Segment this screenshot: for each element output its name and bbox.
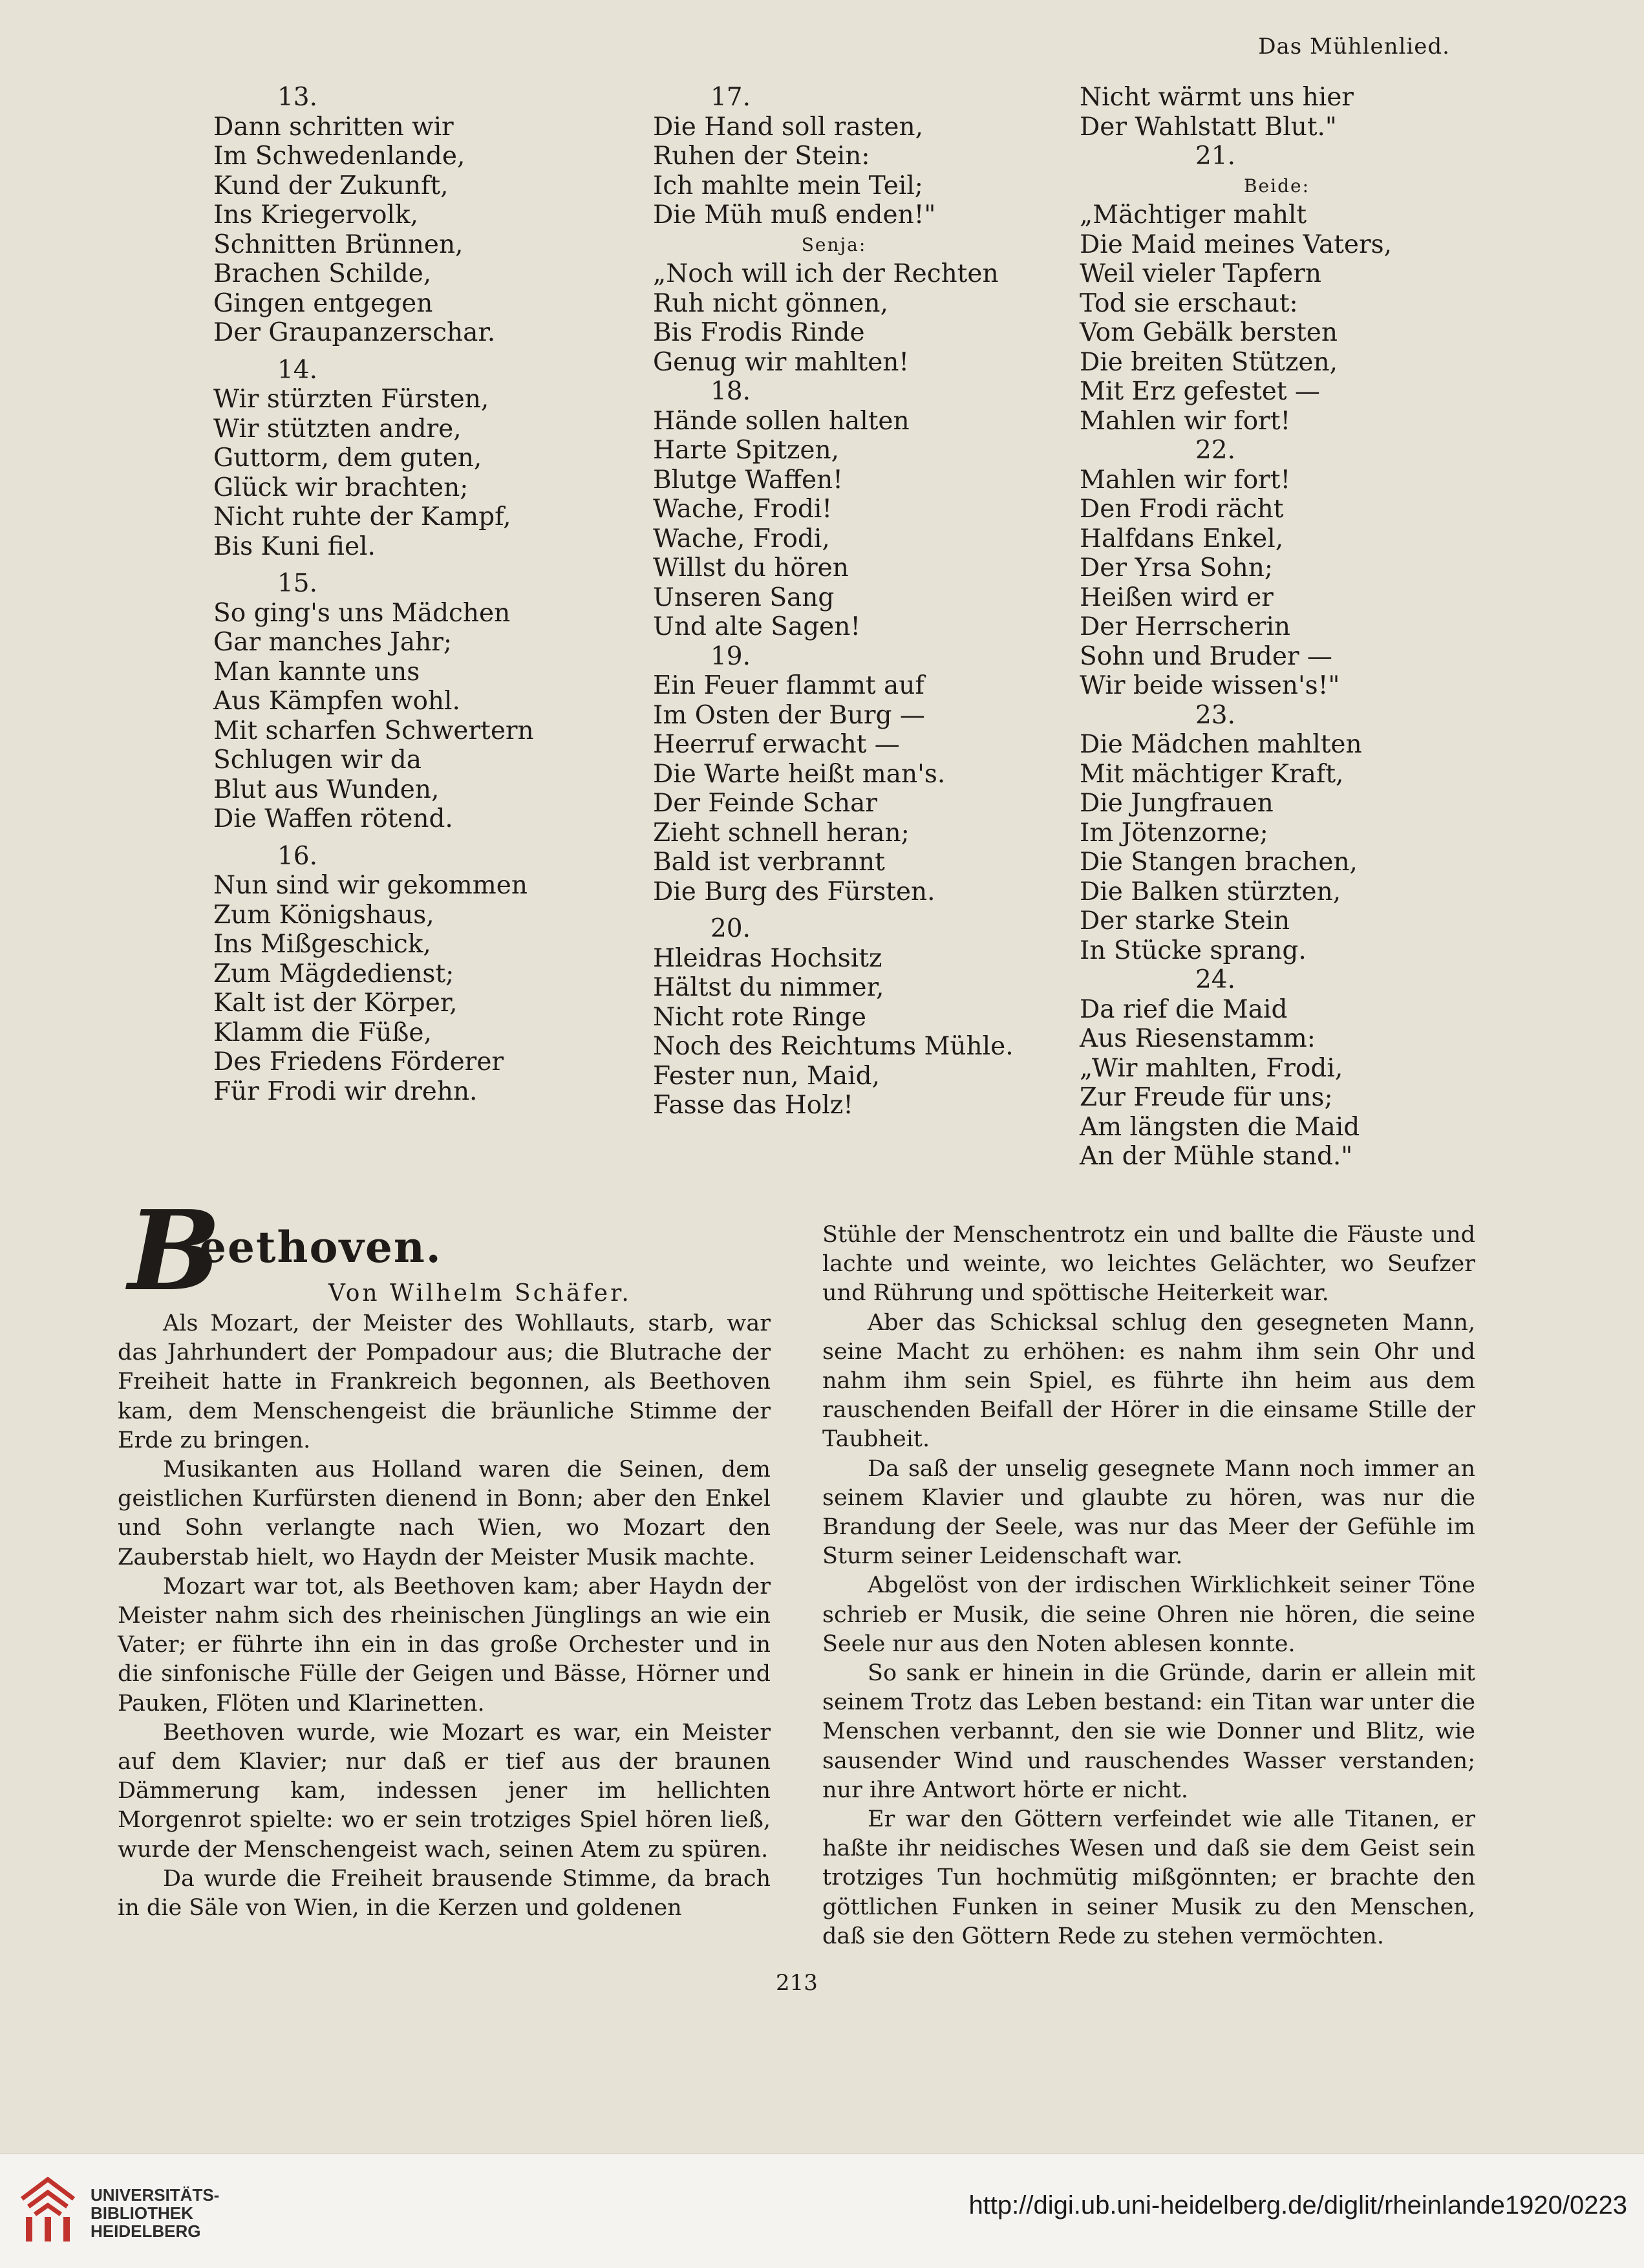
verse-line: Die Warte heißt man's. — [653, 759, 946, 789]
verse-line: Aus Kämpfen wohl. — [213, 687, 460, 716]
verse-line: Den Frodi rächt — [1080, 495, 1284, 524]
verse-line: Die Burg des Fürsten. — [653, 877, 935, 906]
library-name-line: HEIDELBERG — [91, 2221, 201, 2241]
verse-line: Zieht schnell heran; — [653, 818, 910, 848]
verse-line: Wir stürzten Fürsten, — [213, 385, 489, 414]
verse-line: Mit scharfen Schwertern — [213, 716, 534, 745]
verse-line: Die Mädchen mahlten — [1080, 730, 1362, 759]
verse-line: Mahlen wir fort! — [1080, 465, 1291, 495]
verse-line: Zum Königshaus, — [213, 900, 434, 930]
verse-line: Weil vieler Tapfern — [1080, 259, 1321, 288]
verse-line: Bis Kuni fiel. — [213, 531, 376, 561]
verse-line: Mit Erz gefestet — — [1080, 377, 1320, 406]
poem-column-2 — [653, 83, 1015, 1120]
essay-paragraph: Da saß der unselig gesegnete Mann noch immer an seinem Klavier und glaubte zu hören, was nur die Brandung der Seele, was nur das Meer der Gefühle im Sturm seiner Leidenschaft war. — [822, 1455, 1475, 1570]
verse-line: Die Waffen rötend. — [213, 804, 453, 833]
essay-paragraph: Abgelöst von der irdischen Wirklichkeit seiner Töne schrieb er Musik, die seine Ohren nie hören, die seine Seele nur aus den Noten ablesen konnte. — [822, 1572, 1475, 1657]
verse-line: Blut aus Wunden, — [213, 775, 440, 804]
essay-paragraph: Als Mozart, der Meister des Wohllauts, starb, war das Jahrhundert der Pompadour aus; die Blutrache der Freiheit hatte in Frankreich begonnen, als Beethoven kam, dem Menschengeist die bräunliche Stimme der Erde zu bringen. — [118, 1311, 771, 1453]
verse-line: Nun sind wir gekommen — [213, 871, 528, 900]
verse-line: Hände sollen halten — [653, 406, 910, 436]
verse-line: Am längsten die Maid — [1080, 1112, 1360, 1142]
verse-line: Zum Mägdedienst; — [213, 959, 454, 989]
verse-line: Bis Frodis Rinde — [653, 318, 865, 347]
verse-line: So ging's uns Mädchen — [213, 598, 511, 628]
verse-line: Des Friedens Förderer — [213, 1047, 504, 1076]
verse-line: Ruhen der Stein: — [653, 142, 870, 171]
essay-paragraph: Da wurde die Freiheit brausende Stimme, da brach in die Säle von Wien, in die Kerzen und goldenen — [118, 1865, 771, 1921]
stanza-gap — [213, 348, 556, 356]
stanza-number: 24. — [1195, 965, 1236, 994]
verse-line: Hältst du nimmer, — [653, 973, 884, 1002]
verse-line: Dann schritten wir — [213, 112, 454, 142]
verse-line: Die Müh muß enden!" — [653, 200, 936, 230]
essay-title — [128, 1186, 774, 1316]
essay-paragraph: So sank er hinein in die Gründe, darin er allein mit seinem Trotz das Leben bestand: ein Titan war unter die Menschen verbannt, den sie wie Donner und Blitz, wie sausender Wind und rauschendes Wasser verstanden; nur ihre Antwort hörte er nicht. — [822, 1660, 1475, 1803]
verse-line: Der Graupanzerschar. — [213, 318, 496, 347]
title-rest: eethoven. — [199, 1222, 442, 1272]
stanza-gap — [213, 834, 556, 842]
verse-line: Ins Mißgeschick, — [213, 930, 431, 959]
verse-line: Der starke Stein — [1080, 906, 1290, 936]
verse-line: Die Balken stürzten, — [1080, 877, 1341, 906]
verse-line: Willst du hören — [653, 553, 849, 583]
verse-line: Der Herrscherin — [1080, 612, 1291, 641]
footer-bar — [0, 2153, 1644, 2268]
verse-line: An der Mühle stand." — [1080, 1142, 1353, 1171]
stanza-number: 15. — [277, 569, 318, 598]
verse-line: Klamm die Füße, — [213, 1018, 432, 1047]
verse-line: Fester nun, Maid, — [653, 1061, 880, 1091]
verse-line: Wir stützten andre, — [213, 414, 462, 444]
verse-line: Im Jötenzorne; — [1080, 818, 1268, 848]
source-url-link[interactable]: http://digi.ub.uni-heidelberg.de/diglit/rheinlande1920/0223 — [968, 2191, 1627, 2220]
verse-line: Heerruf erwacht — — [653, 730, 900, 759]
verse-line: Heißen wird er — [1080, 583, 1274, 612]
verse-line: Für Frodi wir drehn. — [213, 1076, 478, 1106]
page-number: 213 — [776, 1970, 818, 1996]
poem-column-1 — [213, 83, 556, 1106]
verse-line: „Mächtiger mahlt — [1080, 200, 1307, 230]
library-logo-icon[interactable] — [17, 2173, 79, 2244]
stanza-number: 23. — [1195, 700, 1236, 730]
verse-line: „Wir mahlten, Frodi, — [1080, 1053, 1343, 1083]
verse-line: Ich mahlte mein Teil; — [653, 171, 923, 200]
verse-line: Vom Gebälk bersten — [1080, 318, 1338, 347]
stanza-number: 18. — [710, 377, 751, 406]
verse-line: Schlugen wir da — [213, 745, 422, 775]
verse-line: Der Yrsa Sohn; — [1080, 553, 1274, 583]
running-head: Das Mühlenlied. — [1258, 34, 1450, 59]
verse-line: Sohn und Bruder — — [1080, 641, 1332, 671]
library-name[interactable] — [91, 2186, 219, 2240]
stanza-number: 20. — [710, 914, 751, 943]
verse-line: Wache, Frodi, — [653, 524, 830, 553]
stanza-number: 17. — [710, 83, 751, 112]
verse-line: Schnitten Brünnen, — [213, 230, 464, 259]
verse-line: Nicht rote Ringe — [653, 1002, 866, 1032]
essay-paragraph: Aber das Schicksal schlug den gesegneten Mann, seine Macht zu erhöhen: es nahm ihm sein Ohr und nahm ihm sein Spiel, es führte ihn heim aus dem rauschenden Beifall der Hörer in die einsame Stille der Taubheit. — [822, 1309, 1475, 1453]
verse-line: Hleidras Hochsitz — [653, 943, 882, 973]
stanza-number: 19. — [710, 641, 751, 671]
essay-paragraph: Beethoven wurde, wie Mozart es war, ein Meister auf dem Klavier; nur daß er tief aus der braunen Dämmerung kam, indessen jener im hellichten Morgenrot spielte: wo er sein trotziges Spiel hören ließ, wurde der Menschengeist wach, seinen Atem zu spüren. — [118, 1719, 771, 1863]
verse-line: Unseren Sang — [653, 583, 835, 612]
verse-line: Glück wir brachten; — [213, 473, 469, 502]
verse-line: Gar manches Jahr; — [213, 628, 453, 657]
stanza-number: 22. — [1195, 436, 1236, 465]
verse-line: Gingen entgegen — [213, 288, 433, 318]
essay-column-right — [822, 1221, 1475, 1951]
stanza-number: 13. — [277, 83, 318, 112]
verse-line: Der Feinde Schar — [653, 789, 878, 818]
verse-line: Ein Feuer flammt auf — [653, 671, 924, 700]
verse-line: Ins Kriegervolk, — [213, 200, 418, 230]
verse-line: Und alte Sagen! — [653, 612, 861, 641]
verse-line: Die breiten Stützen, — [1080, 347, 1338, 377]
verse-line: Wir beide wissen's!" — [1080, 671, 1340, 700]
stanza-gap — [213, 561, 556, 569]
verse-line: Die Stangen brachen, — [1080, 848, 1358, 877]
verse-line: Halfdans Enkel, — [1080, 524, 1284, 553]
verse-line: Brachen Schilde, — [213, 259, 432, 288]
verse-line: Nicht wärmt uns hier — [1080, 83, 1354, 112]
verse-line: In Stücke sprang. — [1080, 936, 1307, 965]
stanza-number: 14. — [277, 355, 318, 385]
essay-paragraph: Musikanten aus Holland waren die Seinen, dem geistlichen Kurfürsten dienend in Bonn; aber den Enkel und Sohn verlangte nach Wien, wo Mozart den Zauberstab hielt, wo Haydn der Meister Musik machte. — [118, 1457, 771, 1570]
verse-line: Fasse das Holz! — [653, 1091, 853, 1120]
verse-line: Kalt ist der Körper, — [213, 989, 458, 1018]
verse-line: Die Jungfrauen — [1080, 789, 1274, 818]
title-initial: B — [128, 1186, 221, 1316]
essay-paragraph: Mozart war tot, als Beethoven kam; aber Haydn der Meister nahm sich des rheinischen Jünglings an wie ein Vater; er führte ihn ein in das große Orchester und in die sinfonische Fülle der Geigen und Bässe, Hörner und Pauken, Flöten und Klarinetten. — [118, 1573, 771, 1717]
speaker-label: Beide: — [1243, 175, 1310, 197]
verse-line: Mahlen wir fort! — [1080, 406, 1291, 436]
verse-line: Aus Riesenstamm: — [1080, 1024, 1316, 1053]
byline: Von Wilhelm Schäfer. — [328, 1280, 632, 1307]
verse-line: „Noch will ich der Rechten — [653, 259, 999, 288]
verse-line: Nicht ruhte der Kampf, — [213, 502, 511, 531]
verse-line: Harte Spitzen, — [653, 436, 840, 465]
verse-line: Da rief die Maid — [1080, 994, 1288, 1024]
essay-paragraph: Stühle der Menschentrotz ein und ballte die Fäuste und lachte und weinte, wo leichtes Gelächter, wo Seufzer und Rührung und spöttische Heiterkeit war. — [822, 1222, 1475, 1307]
poem-column-3 — [1080, 83, 1474, 1171]
stanza-number: 21. — [1195, 142, 1236, 171]
library-name-line: UNIVERSITÄTS- — [91, 2185, 220, 2205]
verse-line: Genug wir mahlten! — [653, 347, 910, 377]
verse-line: Wache, Frodi! — [653, 495, 833, 524]
verse-line: Guttorm, dem guten, — [213, 444, 482, 473]
verse-line: Die Maid meines Vaters, — [1080, 230, 1393, 259]
verse-line: Zur Freude für uns; — [1080, 1083, 1333, 1112]
verse-line: Im Schwedenlande, — [213, 142, 465, 171]
stanza-gap — [653, 906, 1015, 914]
verse-line: Mit mächtiger Kraft, — [1080, 759, 1344, 789]
essay-paragraph: Er war den Göttern verfeindet wie alle Titanen, er haßte ihr neidisches Wesen und daß sie dem Geist sein trotziges Tun hochmütig mißgönnten; er brachte den göttlichen Funken in seiner Musik zu den Menschen, daß sie den Göttern Rede zu stehen vermöchten. — [822, 1806, 1475, 1949]
library-name-line: BIBLIOTHEK — [91, 2203, 193, 2223]
stanza-number: 16. — [277, 841, 318, 871]
verse-line: Blutge Waffen! — [653, 465, 843, 495]
verse-line: Tod sie erschaut: — [1080, 288, 1298, 318]
verse-line: Noch des Reichtums Mühle. — [653, 1032, 1014, 1061]
verse-line: Die Hand soll rasten, — [653, 112, 923, 142]
speaker-label: Senja: — [801, 233, 867, 255]
verse-line: Kund der Zukunft, — [213, 171, 449, 200]
verse-line: Der Wahlstatt Blut." — [1080, 112, 1337, 142]
verse-line: Man kannte uns — [213, 657, 420, 687]
verse-line: Im Osten der Burg — — [653, 700, 925, 730]
essay-column-left — [118, 1309, 771, 1923]
verse-line: Ruh nicht gönnen, — [653, 288, 888, 318]
verse-line: Bald ist verbrannt — [653, 848, 885, 877]
